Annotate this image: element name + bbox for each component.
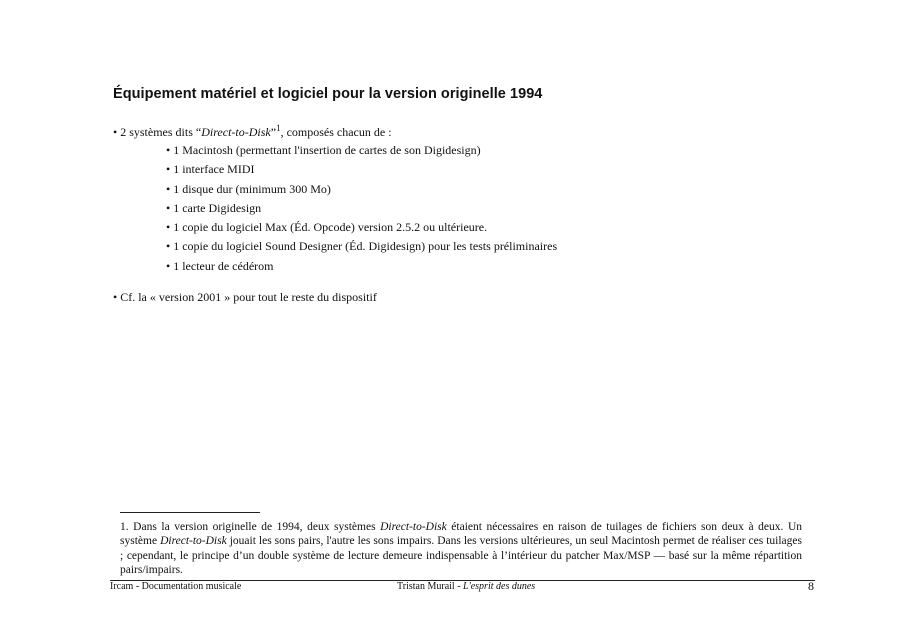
footer-work-title: L'esprit des dunes: [463, 581, 536, 592]
footnote-mark[interactable]: 1: [276, 123, 281, 133]
list-item: • 1 disque dur (minimum 300 Mo): [166, 181, 331, 196]
list-item: • 1 interface MIDI: [166, 162, 255, 177]
intro-quote-close: ”: [270, 125, 277, 139]
footnote-term-1: Direct-to-Disk: [380, 521, 447, 533]
list-item: • 1 carte Digidesign: [166, 200, 262, 215]
footnote-term-2: Direct-to-Disk: [160, 535, 227, 548]
footer-author-work: [397, 581, 535, 592]
intro-rest: , composés chacun de :: [280, 125, 392, 139]
footnote: [120, 520, 802, 577]
footnote-text-1: 1. Dans la version originelle de 1994, deux systèmes: [120, 521, 381, 533]
list-item: • 1 copie du logiciel Sound Designer (Éd. Digidesign) pour les tests préliminaires: [166, 239, 558, 254]
footnote-text-2: étaient nécessaires en raison de tuilages de fichiers son deux à deux. Un système: [120, 521, 802, 548]
intro-term: Direct-to-Disk: [201, 125, 271, 139]
footer-source: Ircam - Documentation musicale: [110, 581, 242, 592]
cf-line: • Cf. la « version 2001 » pour tout le reste du dispositif: [113, 290, 377, 304]
section-heading: Équipement matériel et logiciel pour la version originelle 1994: [113, 86, 543, 102]
intro-prefix: • 2 systèmes dits “: [113, 125, 202, 139]
intro-line: [113, 123, 392, 140]
footnote-text-3: jouait les sons pairs, l'autre les sons impairs. Dans les versions ultérieures, un seul Macintosh permet de réaliser ces tuilages ; cependant, le principe d’un double système de lecture demeure indispensable à l’intérieur du patcher Max/MSP — basé sur la même répartition pairs/impairs.: [120, 535, 802, 576]
list-item: • 1 copie du logiciel Max (Éd. Opcode) version 2.5.2 ou ultérieure.: [166, 220, 488, 235]
footnote-separator: [120, 512, 260, 513]
page-number: 8: [808, 579, 814, 593]
list-item: • 1 lecteur de cédérom: [166, 258, 274, 273]
footer-author: Tristan Murail -: [397, 581, 464, 592]
equipment-list: [166, 141, 557, 276]
list-item: • 1 Macintosh (permettant l'insertion de cartes de son Digidesign): [166, 143, 481, 157]
